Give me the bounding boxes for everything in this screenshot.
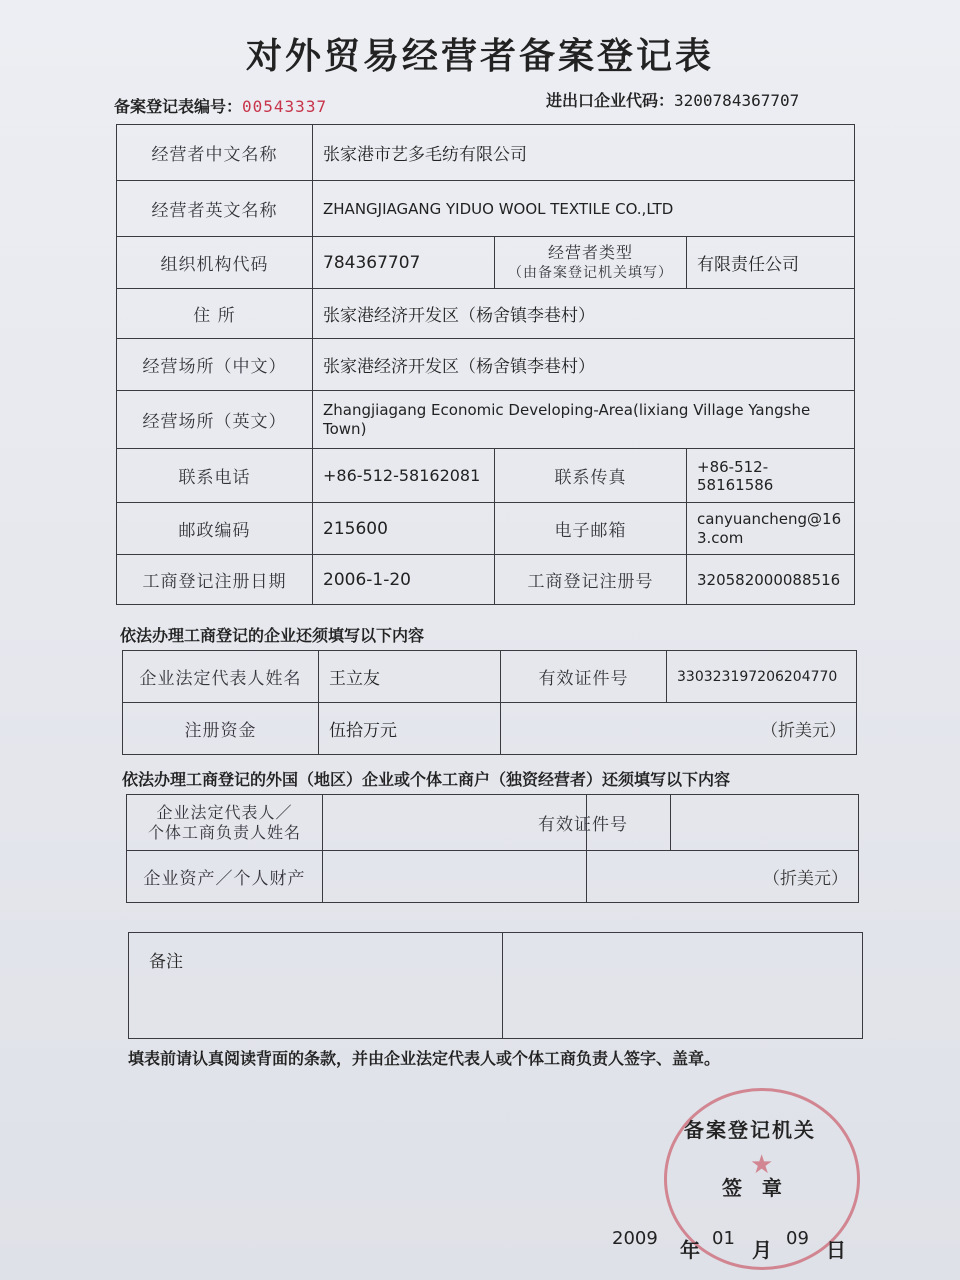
date-year: 2009 (612, 1228, 658, 1249)
row-address (117, 289, 855, 339)
foreign-rep-label-line2: 个体工商负责人姓名 (147, 822, 301, 842)
date-year-char (680, 1234, 700, 1263)
place-cn-value: 张家港经济开发区（杨舍镇李巷村） (313, 339, 855, 391)
section2-heading: 依法办理工商登记的外国（地区）企业或个体工商户（独资经营者）还须填写以下内容 (122, 770, 731, 789)
reg-no-label: 工商登记注册号 (495, 555, 687, 605)
capital-usd-unit: （折美元） (761, 721, 846, 741)
date-day-char (826, 1234, 846, 1263)
seal-star-icon: ★ (750, 1150, 774, 1180)
authority-label: 备案登记机关 (684, 1118, 816, 1142)
remarks-label: 备注 (129, 933, 503, 1039)
assets-label: 企业资产／个人财产 (127, 851, 323, 903)
foreign-rep-label (127, 795, 323, 851)
operator-type-label-line1: 经营者类型 (547, 242, 633, 262)
code-value: 3200784367707 (674, 91, 800, 110)
place-en-label: 经营场所（英文） (117, 391, 313, 449)
foreign-id-label: 有效证件号 (538, 815, 628, 835)
id-number-label: 有效证件号 (501, 651, 667, 703)
row-postcode-email (117, 503, 855, 555)
month-char: 月 (752, 1238, 772, 1262)
serial-label: 备案登记表编号： (114, 97, 243, 116)
code-label: 进出口企业代码： (546, 91, 675, 110)
row-cn-name (117, 125, 855, 181)
reg-no-value: 320582000088516 (687, 555, 855, 605)
address-label: 住 所 (117, 289, 313, 339)
foreign-id-value (671, 795, 859, 851)
row-en-name (117, 181, 855, 237)
row-org-code (117, 237, 855, 289)
assets-usd-cell (587, 851, 859, 903)
form-title: 对外贸易经营者备案登记表 (245, 35, 714, 77)
date-day: 09 (786, 1228, 809, 1249)
postcode-label: 邮政编码 (117, 503, 313, 555)
serial-number (114, 94, 327, 117)
row-foreign-rep (127, 795, 859, 851)
year-char: 年 (680, 1238, 700, 1262)
row-place-cn (117, 339, 855, 391)
remarks-table (128, 932, 863, 1039)
capital-usd-cell (501, 703, 857, 755)
email-value: canyuancheng@163.com (687, 503, 855, 555)
row-capital (123, 703, 857, 755)
assets-usd-unit: （折美元） (763, 869, 848, 889)
fax-value: +86-512-58161586 (687, 449, 855, 503)
en-name-label: 经营者英文名称 (117, 181, 313, 237)
address-value: 张家港经济开发区（杨舍镇李巷村） (313, 289, 855, 339)
cn-name-label: 经营者中文名称 (117, 125, 313, 181)
day-char: 日 (826, 1238, 846, 1262)
phone-value: +86-512-58162081 (313, 449, 495, 503)
row-phone-fax (117, 449, 855, 503)
remarks-value (503, 933, 863, 1039)
section1-heading: 依法办理工商登记的企业还须填写以下内容 (120, 626, 425, 645)
operator-type-label (495, 237, 687, 289)
section1-table (122, 650, 857, 755)
date-month: 01 (712, 1228, 735, 1249)
enterprise-code (546, 88, 799, 111)
id-number-value: 330323197206204770 (667, 651, 857, 703)
section2-table (126, 794, 859, 903)
serial-value: 00543337 (242, 97, 328, 116)
assets-value (323, 851, 587, 903)
legal-rep-value: 王立友 (319, 651, 501, 703)
operator-type-label-line2: （由备案登记机关填写） (508, 264, 673, 281)
email-label: 电子邮箱 (495, 503, 687, 555)
en-name-value: ZHANGJIAGANG YIDUO WOOL TEXTILE CO.,LTD (313, 181, 855, 237)
row-remarks (129, 933, 863, 1039)
capital-label: 注册资金 (123, 703, 319, 755)
row-registration (117, 555, 855, 605)
phone-label: 联系电话 (117, 449, 313, 503)
capital-value: 伍拾万元 (319, 703, 501, 755)
postcode-value: 215600 (313, 503, 495, 555)
cn-name-value: 张家港市艺多毛纺有限公司 (313, 125, 855, 181)
row-assets (127, 851, 859, 903)
fax-label: 联系传真 (495, 449, 687, 503)
instruction-note: 填表前请认真阅读背面的条款，并由企业法定代表人或个体工商负责人签字、盖章。 (128, 1049, 721, 1068)
legal-rep-label: 企业法定代表人姓名 (123, 651, 319, 703)
org-code-label: 组织机构代码 (117, 237, 313, 289)
foreign-rep-label-line1: 企业法定代表人／ (156, 802, 293, 822)
place-en-value: Zhangjiagang Economic Developing-Area(lixiang Village Yangshe Town) (313, 391, 855, 449)
reg-date-label: 工商登记注册日期 (117, 555, 313, 605)
date-month-char (752, 1234, 772, 1263)
row-legal-rep (123, 651, 857, 703)
row-place-en (117, 391, 855, 449)
reg-date-value: 2006-1-20 (313, 555, 495, 605)
seal-label: 签 章 (722, 1176, 784, 1200)
operator-type-value: 有限责任公司 (687, 237, 855, 289)
org-code-value: 784367707 (313, 237, 495, 289)
main-info-table (116, 124, 855, 605)
place-cn-label: 经营场所（中文） (117, 339, 313, 391)
